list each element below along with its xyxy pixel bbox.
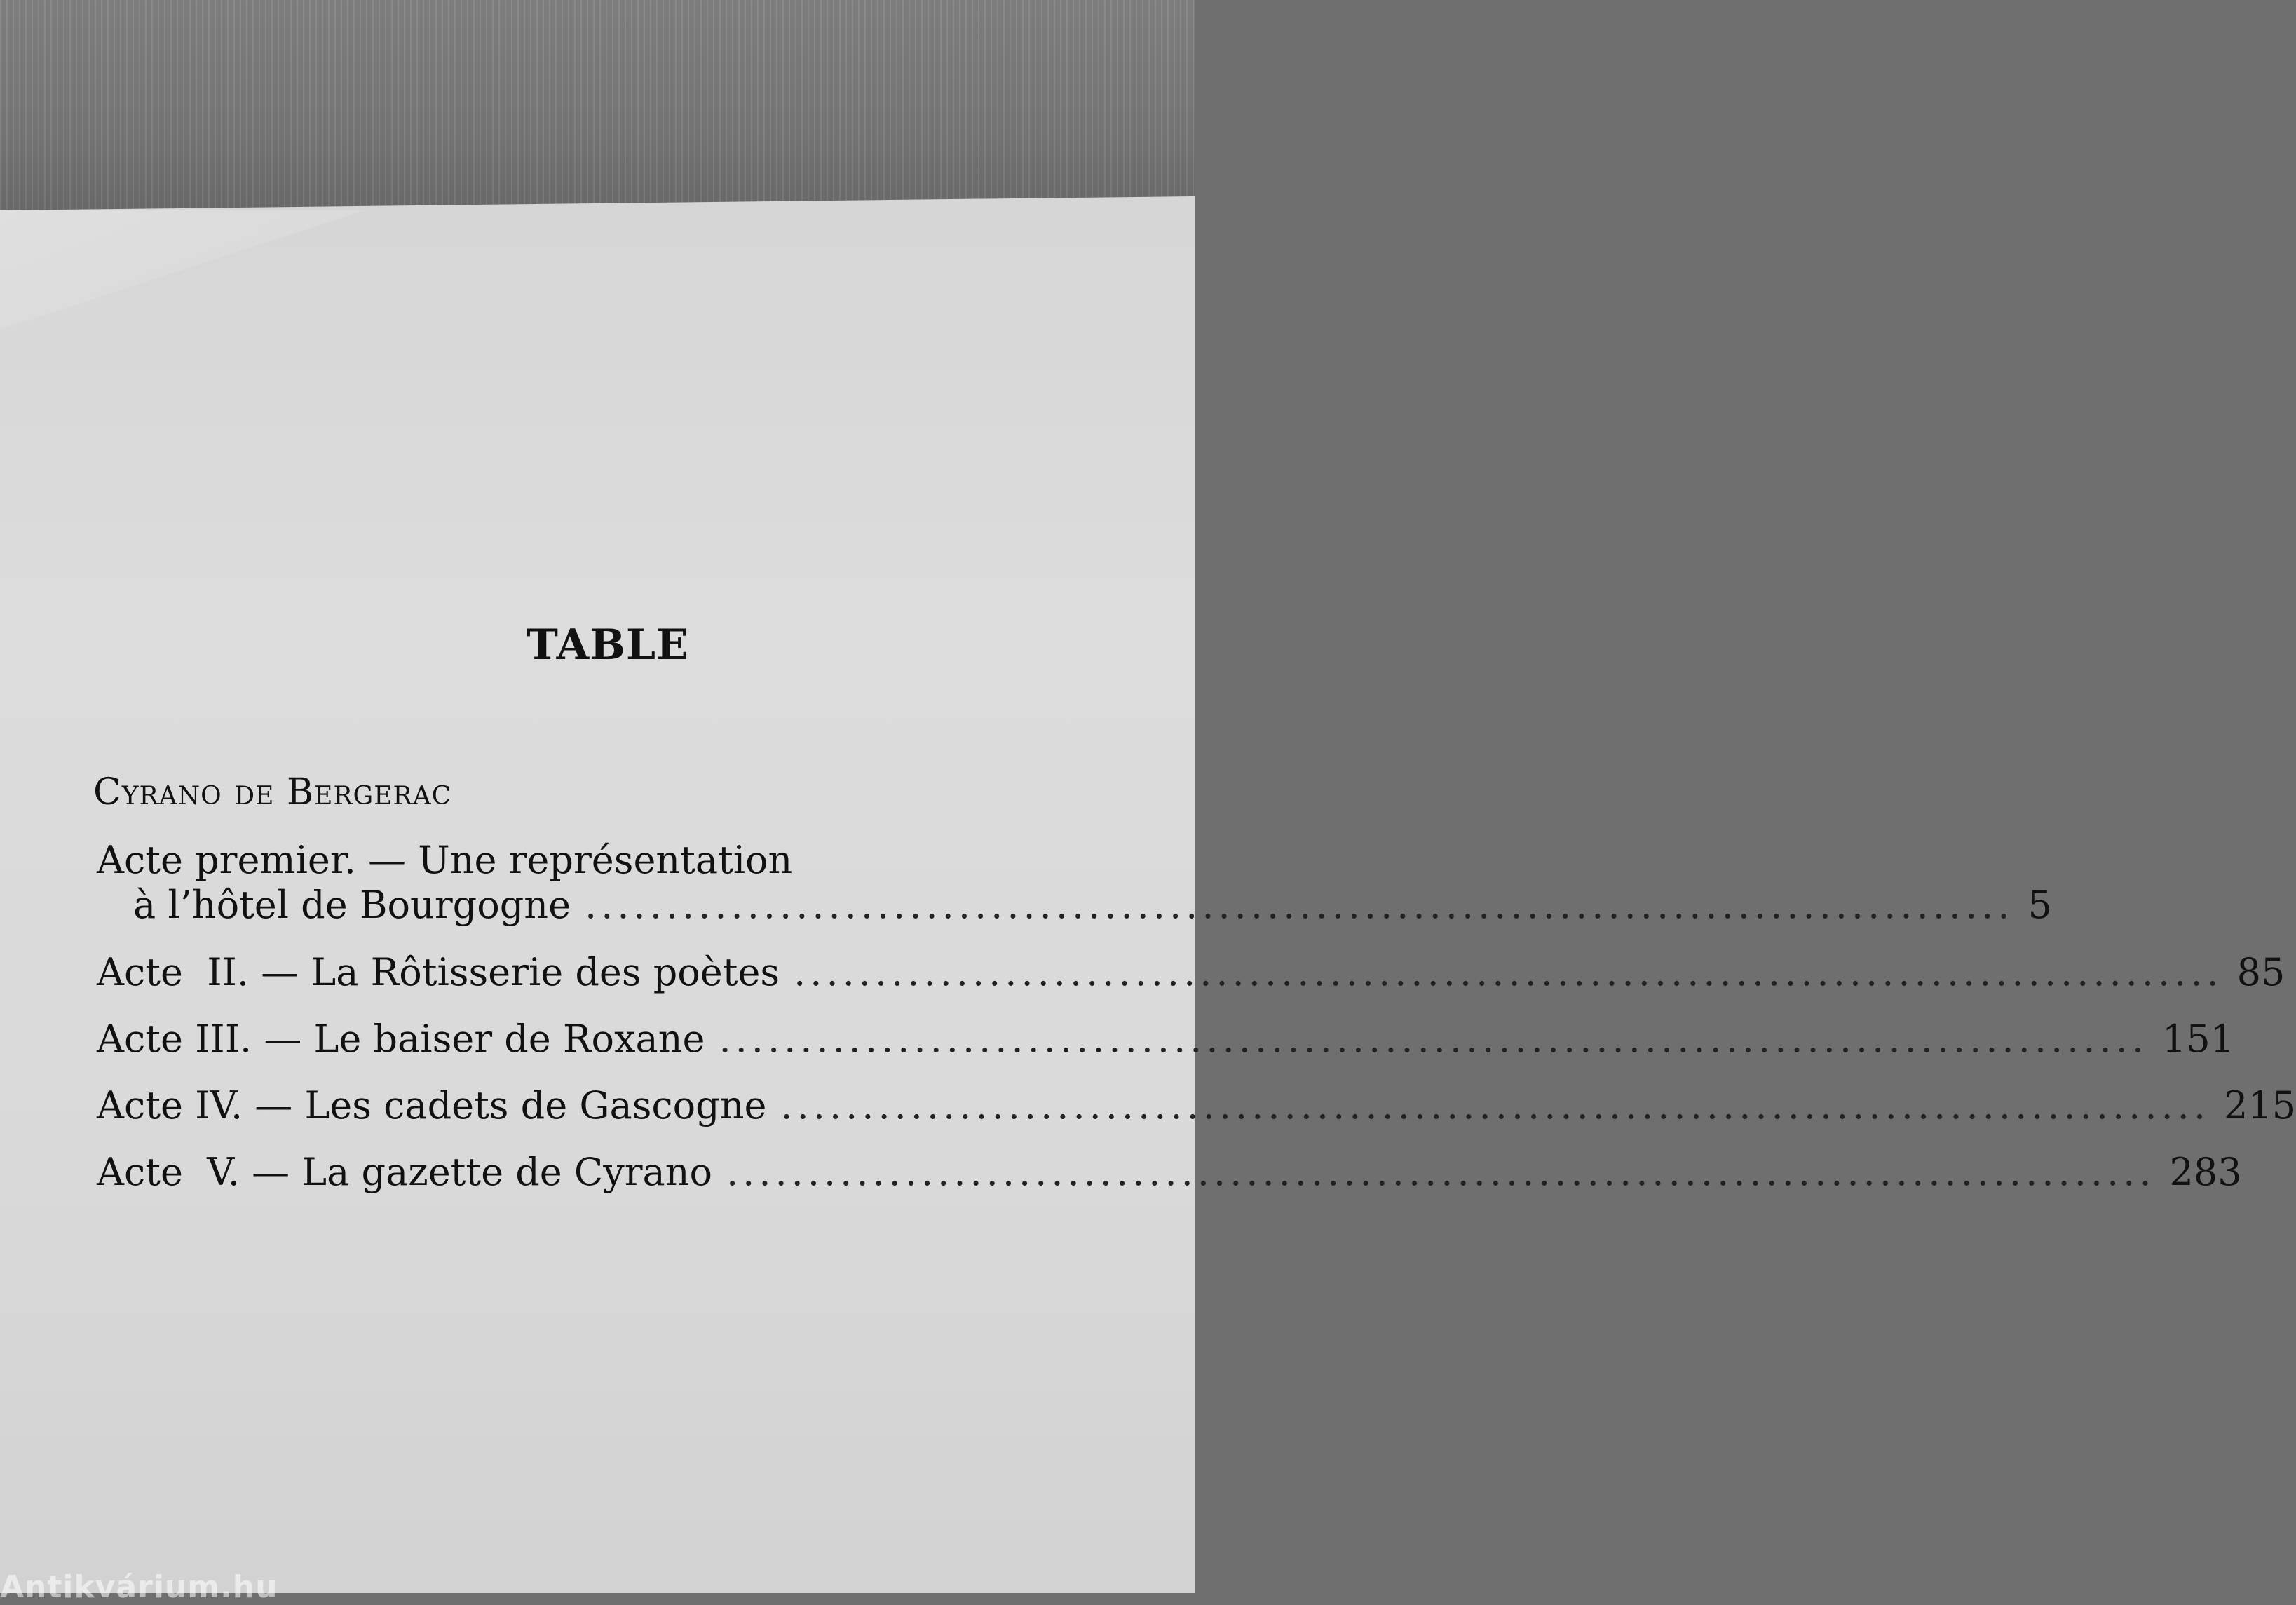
toc-entry-line1: Acte premier. — Une représentation <box>97 838 793 882</box>
work-title: Cyrano de Bergerac <box>93 771 452 813</box>
toc-page-number: 85 <box>2236 950 2285 994</box>
toc-entry-acte-1 <box>97 838 2052 928</box>
watermark: Antikvárium.hu <box>0 1569 278 1605</box>
toc-entry-label: à l’hôtel de Bourgogne <box>133 883 571 927</box>
toc-entry-acte-3 <box>97 1017 2235 1062</box>
toc-entry-acte-2 <box>97 950 2285 995</box>
page-title: TABLE <box>527 621 689 670</box>
toc-entry-label: Acte V. — La gazette de Cyrano <box>97 1150 713 1194</box>
toc-entry-acte-5 <box>97 1150 2242 1195</box>
dot-leader: ........................................................................................ <box>719 1017 2148 1061</box>
wood-background <box>0 0 1195 224</box>
dot-leader: ........................................................................................ <box>780 1083 2210 1127</box>
toc-entry-label: Acte II. — La Rôtisserie des poètes <box>97 950 780 994</box>
toc-page-number: 283 <box>2169 1150 2242 1194</box>
toc-page-number: 151 <box>2162 1017 2235 1061</box>
dot-leader: ........................................................................................ <box>794 950 2223 994</box>
dot-leader: ........................................................................................ <box>726 1150 2156 1194</box>
toc-entry-acte-4 <box>97 1083 2296 1128</box>
toc-page-number: 5 <box>2027 883 2052 927</box>
toc-entry-label: Acte III. — Le baiser de Roxane <box>97 1017 705 1061</box>
toc-page-number: 215 <box>2224 1083 2296 1127</box>
toc-entry-label: Acte IV. — Les cadets de Gascogne <box>97 1083 767 1127</box>
dot-leader: ........................................................................................ <box>585 883 2014 927</box>
